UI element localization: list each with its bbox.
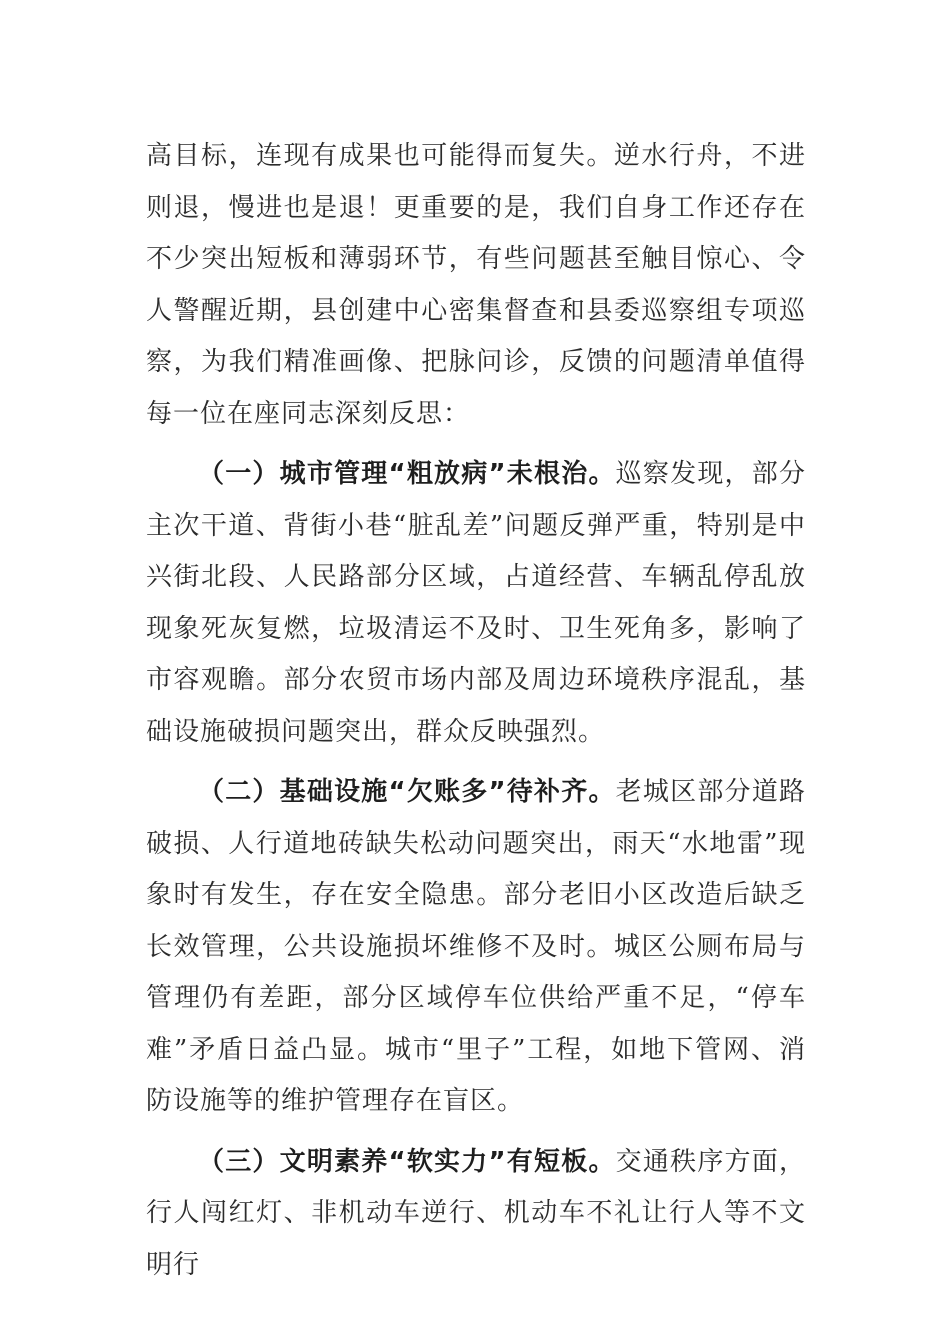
section-1-paragraph — [146, 449, 806, 758]
section-2-paragraph — [146, 767, 806, 1128]
section-3-heading: （三）文明素养“软实力”有短板。 — [198, 1146, 616, 1177]
section-1-heading: （一）城市管理“粗放病”未根治。 — [198, 459, 616, 489]
section-2-body: 老城区部分道路破损、人行道地砖缺失松动问题突出，雨天“水地雷”现象时有发生，存在安全隐患。部分老旧小区改造后缺乏长效管理，公共设施损坏维修不及时。城区公厕布局与管理仍有差距，部分区域停车位供给严重不足，“停车难”矛盾日益凸显。城市“里子”工程，如地下管网、消防设施等的维护管理存在盲区。 — [146, 777, 806, 1116]
section-1-body: 巡察发现，部分主次干道、背街小巷“脏乱差”问题反弹严重，特别是中兴街北段、人民路部分区域，占道经营、车辆乱停乱放现象死灰复燃，垃圾清运不及时、卫生死角多，影响了市容观瞻。部分农贸市场内部及周边环境秩序混乱，基础设施破损问题突出，群众反映强烈。 — [146, 459, 806, 747]
section-3-paragraph — [146, 1137, 806, 1292]
intro-paragraph: 高目标，连现有成果也可能得而复失。逆水行舟，不进则退，慢进也是退！更重要的是，我们自身工作还存在不少突出短板和薄弱环节，有些问题甚至触目惊心、令人警醒近期，县创建中心密集督查和县委巡察组专项巡察，为我们精准画像、把脉问诊，反馈的问题清单值得每一位在座同志深刻反思： — [146, 141, 806, 429]
section-3-body: 交通秩序方面，行人闯红灯、非机动车逆行、机动车不礼让行人等不文明行 — [146, 1146, 806, 1280]
document-page — [146, 131, 806, 1291]
section-2-heading: （二）基础设施“欠账多”待补齐。 — [198, 777, 616, 807]
